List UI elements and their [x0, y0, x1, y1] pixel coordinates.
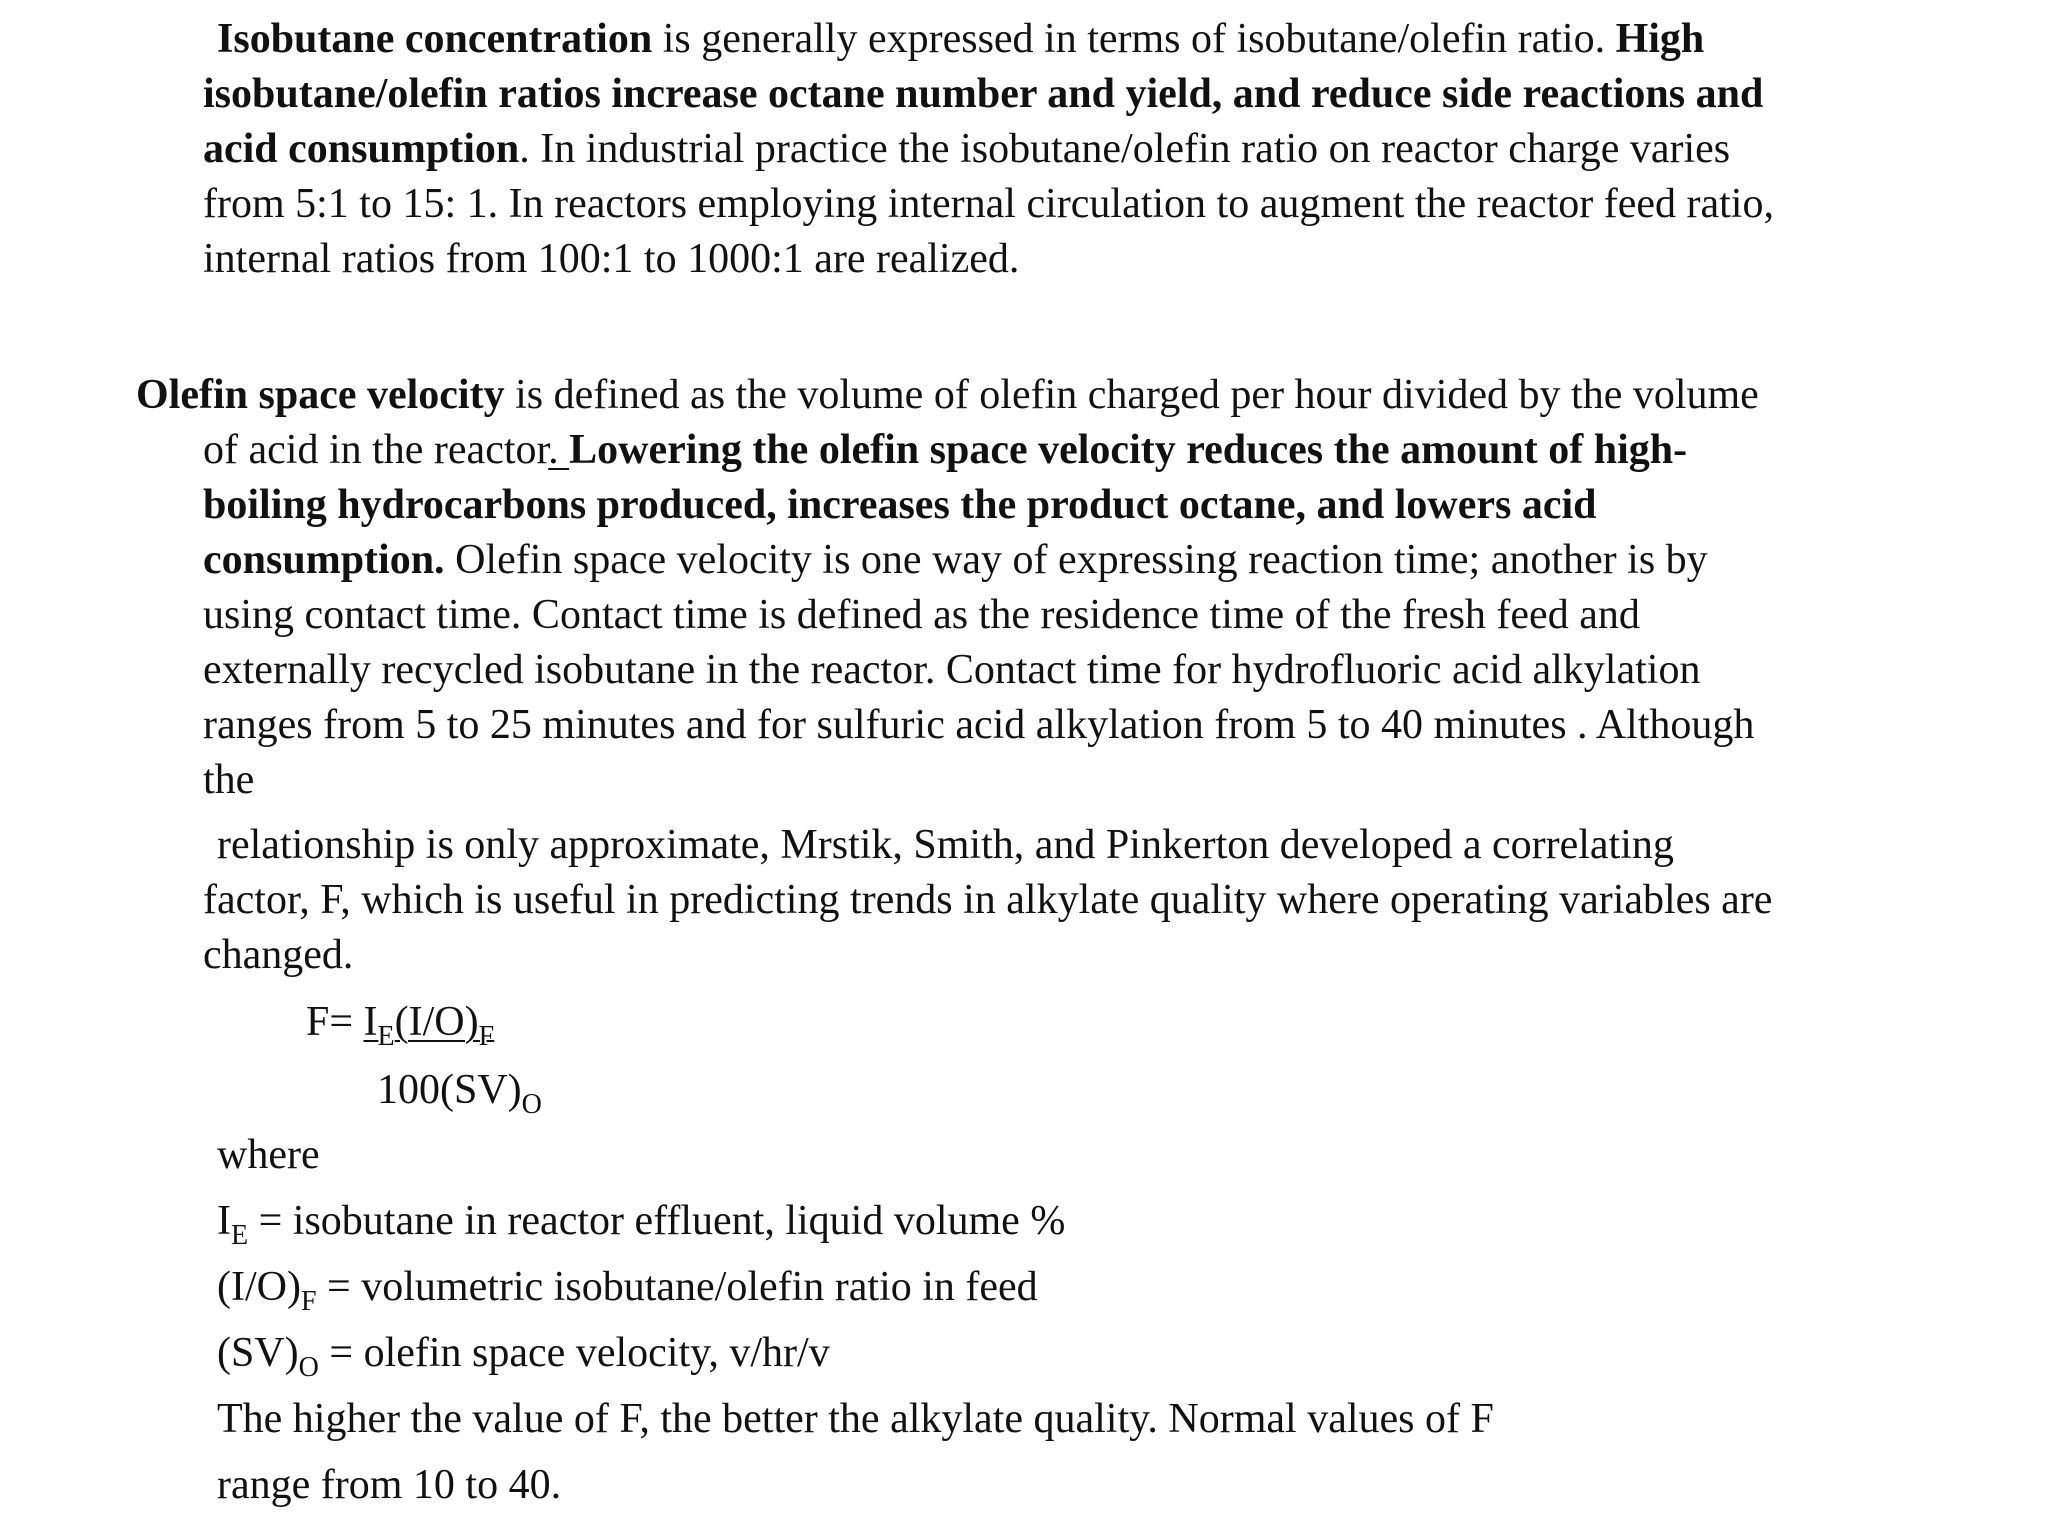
- definitions-block: [217, 1122, 1494, 1518]
- conclusion-line: [217, 1386, 1494, 1452]
- text-run: internal ratios from 100:1 to 1000:1 are realized.: [203, 236, 1020, 282]
- symbol-subscript: F: [300, 1286, 317, 1317]
- formula-lhs: F=: [306, 999, 364, 1045]
- factor-f-formula: [306, 995, 494, 1050]
- formula-symbol: (I/O): [394, 999, 479, 1045]
- text-run: using contact time. Contact time is defined as the residence time of the fresh feed and: [203, 592, 1640, 638]
- text-line: [203, 12, 1774, 67]
- text-line: [203, 177, 1774, 232]
- text-line: [136, 643, 1759, 698]
- text-line: [136, 368, 1759, 423]
- bold-text: acid consumption: [203, 126, 520, 172]
- text-line: [203, 67, 1774, 122]
- text-line: [136, 423, 1759, 478]
- text-run: of acid in the reactor: [203, 427, 549, 473]
- definition-text: = volumetric isobutane/olefin ratio in feed: [316, 1264, 1038, 1310]
- bold-text: Lowering the olefin space velocity reduces the amount of high-: [569, 427, 1688, 473]
- paragraph-correlating-factor: [203, 818, 1772, 983]
- symbol-subscript: E: [231, 1220, 249, 1251]
- bold-text: isobutane/olefin ratios increase octane number and yield, and reduce side reactions and: [203, 71, 1764, 117]
- symbol: (SV): [217, 1330, 299, 1376]
- bold-term: Isobutane concentration: [217, 16, 653, 62]
- bold-text: High: [1615, 16, 1705, 62]
- text-run: the: [203, 757, 255, 803]
- definition-sv-o: [217, 1320, 1494, 1386]
- text-line: [136, 533, 1759, 588]
- text-line: [203, 928, 1772, 983]
- text-run: range from 10 to 40.: [217, 1462, 562, 1508]
- text-line: [203, 818, 1772, 873]
- text-line: [203, 122, 1774, 177]
- formula-symbol: I: [363, 999, 378, 1045]
- conclusion-line: [217, 1452, 1494, 1518]
- text-run: from 5:1 to 15: 1. In reactors employing internal circulation to augment the reactor feed ratio,: [203, 181, 1774, 227]
- definition-text: = isobutane in reactor effluent, liquid volume %: [248, 1198, 1066, 1244]
- definition-text: = olefin space velocity, v/hr/v: [318, 1330, 830, 1376]
- text-run: where: [217, 1132, 320, 1178]
- symbol-subscript: O: [298, 1352, 319, 1383]
- text-run: changed.: [203, 932, 354, 978]
- text-line: [136, 698, 1759, 753]
- text-run: Olefin space velocity is one way of expressing reaction time; another is by: [444, 537, 1708, 583]
- text-run: . In industrial practice the isobutane/olefin ratio on reactor charge varies: [519, 126, 1731, 172]
- text-run: is generally expressed in terms of isobutane/olefin ratio.: [652, 16, 1616, 62]
- underlined-text: .: [548, 427, 570, 473]
- bold-text: boiling hydrocarbons produced, increases the product octane, and lowers acid: [203, 482, 1597, 528]
- symbol: (I/O): [217, 1264, 301, 1310]
- text-run: externally recycled isobutane in the reactor. Contact time for hydrofluoric acid alkylation: [203, 647, 1701, 693]
- formula-subscript: O: [521, 1089, 542, 1120]
- formula-numerator: [363, 999, 495, 1052]
- paragraph-isobutane-concentration: [203, 12, 1774, 287]
- text-line: [136, 588, 1759, 643]
- formula-subscript: F: [478, 1021, 495, 1052]
- definition-io-f: [217, 1254, 1494, 1320]
- text-run: factor, F, which is useful in predicting trends in alkylate quality where operating variables are: [203, 877, 1773, 923]
- text-run: The higher the value of F, the better the alkylate quality. Normal values of F: [217, 1396, 1494, 1442]
- text-line: [136, 478, 1759, 533]
- formula-symbol: 100(SV): [377, 1067, 522, 1113]
- symbol: I: [217, 1198, 231, 1244]
- bold-text: consumption.: [203, 537, 445, 583]
- where-label: [217, 1122, 1494, 1188]
- formula-denominator: [377, 1063, 542, 1118]
- text-line: [203, 873, 1772, 928]
- text-line: [203, 232, 1774, 287]
- paragraph-olefin-space-velocity: [136, 368, 1759, 808]
- definition-ie: [217, 1188, 1494, 1254]
- bold-term: Olefin space velocity: [136, 372, 505, 418]
- text-run: is defined as the volume of olefin charged per hour divided by the volume: [504, 372, 1759, 418]
- text-run: ranges from 5 to 25 minutes and for sulfuric acid alkylation from 5 to 40 minutes . Although: [203, 702, 1755, 748]
- formula-subscript: E: [377, 1021, 395, 1052]
- text-line: [136, 753, 1759, 808]
- text-run: relationship is only approximate, Mrstik, Smith, and Pinkerton developed a correlating: [217, 822, 1674, 868]
